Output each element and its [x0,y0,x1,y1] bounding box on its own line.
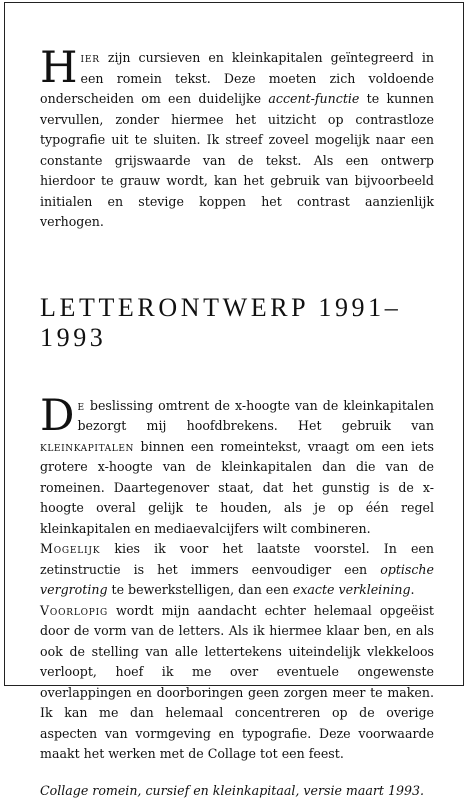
p2-emphasis-1: optische vergroting [40,562,434,598]
intro-text: zijn cursieven en kleinkapitalen geïntegreerd in een romein tekst. Deze moeten zich voldoende onderscheiden om een duidelijke [40,50,434,106]
drop-cap-h: H [40,51,78,85]
p1-text: beslissing omtrent de x-hoogte van de kleinkapitalen bezorgt mij hoofdbrekens. Het gebruik van [77,398,434,434]
section-heading: LETTERONTWERP 1991–1993 [40,293,434,353]
intro-lead: ier [81,50,100,65]
document-body [40,48,434,801]
p2-text: kies ik voor het laatste voorstel. In een zetinstructie is het immers eenvoudiger een [40,541,434,577]
p2-text-2: te bewerkstelligen, dan een [108,582,293,597]
p1-text-2: binnen een romeintekst, vraagt om een iets grotere x-hoogte van de kleinkapitalen dan die van de romeinen. Daartegenover staat, dat het gunstig is de x-hoogte overal gelijk te houden, als je op één regel kleinkapitalen en mediaevalcijfers wilt combineren. [40,439,434,536]
p2-lead: Mogelijk [40,541,100,556]
p1-smallcaps: kleinkapitalen [40,439,134,454]
page-frame [4,2,464,686]
intro-text-2: te kunnen vervullen, zonder hiermee het uitzicht op contrastloze typografie uit te sluiten. Ik streef zoveel mogelijk naar een constante grijswaarde van de tekst. Als een ontwerp hierdoor te grauw wordt, kan het gebruik van bijvoorbeeld initialen en stevige koppen het contrast aanzienlijk verhogen. [40,91,434,229]
caption: Collage romein, cursief en kleinkapitaal, versie maart 1993. [40,781,434,801]
p3-lead: Voorlopig [40,603,108,618]
paragraph-2 [40,539,434,601]
p2-emphasis-2: exacte verkleining [293,582,411,597]
intro-emphasis: accent-functie [268,91,359,106]
p2-text-3: . [411,582,415,597]
drop-cap-d: D [40,399,74,433]
intro-paragraph [40,48,434,233]
p3-text: wordt mijn aandacht echter helemaal opgeëist door de vorm van de letters. Als ik hiermee klaar ben, en als ook de stelling van alle lettertekens uiteindelijk vlekkeloos verloopt, hoef ik me over eventuele ongewenste overlappingen en doorboringen geen zorgen meer te maken. Ik kan me dan helemaal concentreren op de overige aspecten van vormgeving en typografie. Deze voorwaarde maakt het werken met de Collage tot een feest. [40,603,434,762]
paragraph-3 [40,601,434,765]
p1-lead: e [77,398,84,413]
paragraph-1 [40,396,434,540]
